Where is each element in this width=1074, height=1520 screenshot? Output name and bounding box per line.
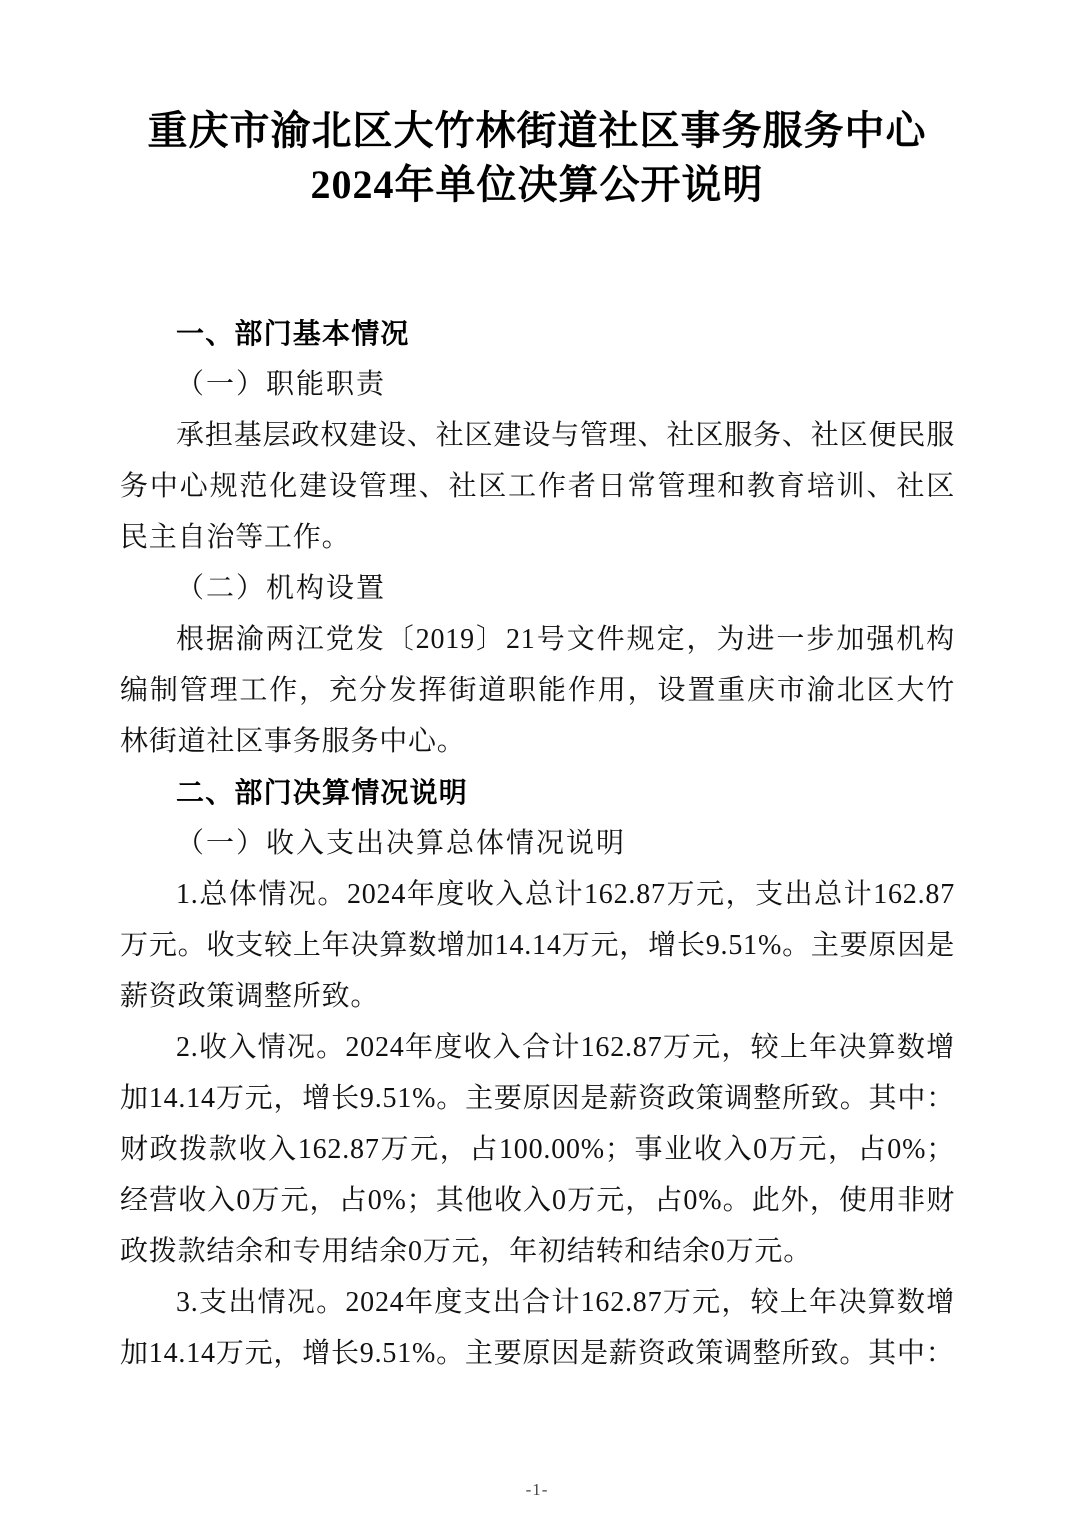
paragraph-income-situation: 2.收入情况。2024年度收入合计162.87万元，较上年决算数增加14.14万元，增长9.51%。主要原因是薪资政策调整所致。其中：财政拨款收入162.87万元，占100.00%；事业收入0万元，占0%；经营收入0万元，占0%；其他收入0万元，占0%。此外，使用非财政拨款结余和专用结余0万元，年初结转和结余0万元。 bbox=[120, 1032, 955, 1267]
paragraph-duties: 承担基层政权建设、社区建设与管理、社区服务、社区便民服务中心规范化建设管理、社区工作者日常管理和教育培训、社区民主自治等工作。 bbox=[120, 420, 955, 553]
paragraph-overall-situation: 1.总体情况。2024年度收入总计162.87万元，支出总计162.87万元。收支较上年决算数增加14.14万元，增长9.51%。主要原因是薪资政策调整所致。 bbox=[120, 879, 955, 1012]
subsection-heading-overall-situation: （一）收入支出决算总体情况说明 bbox=[176, 828, 627, 859]
subsection-heading-duties: （一）职能职责 bbox=[176, 369, 387, 400]
subsection-heading-org-setup: （二）机构设置 bbox=[176, 573, 387, 604]
title-line-1: 重庆市渝北区大竹林街道社区事务服务中心 bbox=[147, 108, 927, 153]
paragraph-expenditure-situation: 3.支出情况。2024年度支出合计162.87万元，较上年决算数增加14.14万元，增长9.51%。主要原因是薪资政策调整所致。其中： bbox=[120, 1287, 955, 1369]
title-line-2: 2024年单位决算公开说明 bbox=[310, 162, 764, 207]
paragraph-org-setup: 根据渝两江党发〔2019〕21号文件规定，为进一步加强机构编制管理工作，充分发挥街道职能作用，设置重庆市渝北区大竹林街道社区事务服务中心。 bbox=[120, 624, 955, 757]
document-title bbox=[0, 0, 1074, 212]
section-heading-final-accounts: 二、部门决算情况说明 bbox=[176, 777, 469, 808]
page-number: -1- bbox=[525, 1480, 549, 1499]
section-heading-basic-info: 一、部门基本情况 bbox=[176, 318, 410, 349]
document-body bbox=[0, 308, 1074, 1379]
